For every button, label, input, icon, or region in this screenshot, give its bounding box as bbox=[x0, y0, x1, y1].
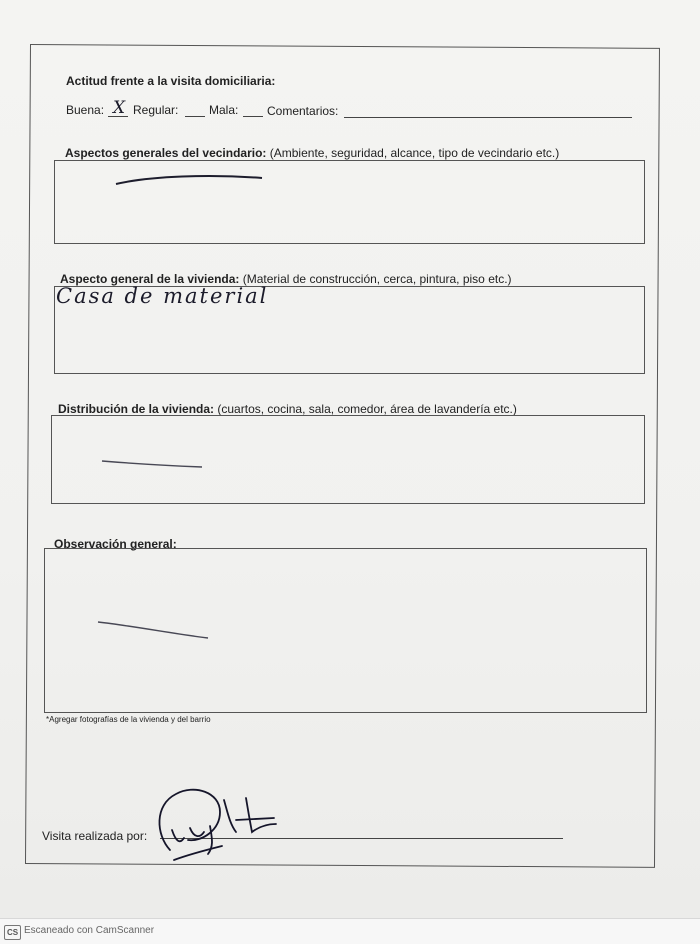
neighborhood-title: Aspectos generales del vecindario: bbox=[65, 146, 267, 160]
attitude-title: Actitud frente a la visita domiciliaria: bbox=[66, 74, 276, 88]
bad-label: Mala: bbox=[209, 103, 239, 117]
photos-note: *Agregar fotografías de la vivienda y del barrio bbox=[46, 715, 211, 724]
housing-handwritten: Casa de material bbox=[56, 284, 269, 308]
good-label: Buena: bbox=[66, 103, 105, 117]
comments-blank bbox=[344, 117, 632, 118]
camscanner-logo-icon: CS bbox=[4, 925, 21, 940]
housing-hint: (Material de construcción, cerca, pintura, piso etc.) bbox=[242, 272, 512, 286]
bad-blank bbox=[243, 116, 263, 117]
regular-label: Regular: bbox=[133, 103, 179, 117]
camscanner-footer bbox=[0, 918, 700, 944]
distribution-hint: (cuartos, cocina, sala, comedor, área de lavandería etc.) bbox=[217, 402, 517, 416]
neighborhood-dash-stroke bbox=[110, 170, 270, 190]
distribution-dash-stroke bbox=[98, 455, 208, 471]
regular-blank bbox=[185, 116, 205, 117]
camscanner-text: Escaneado con CamScanner bbox=[24, 925, 155, 936]
observation-title: Observación general: bbox=[54, 537, 177, 551]
neighborhood-hint: (Ambiente, seguridad, alcance, tipo de vecindario etc.) bbox=[269, 146, 560, 160]
distribution-title: Distribución de la vivienda: bbox=[58, 402, 215, 416]
distribution-header bbox=[58, 402, 517, 416]
neighborhood-header bbox=[65, 146, 559, 160]
visit-label: Visita realizada por: bbox=[42, 829, 148, 843]
comments-label: Comentarios: bbox=[267, 104, 339, 118]
observation-dash-stroke bbox=[94, 616, 214, 640]
signature-handwritten bbox=[150, 780, 285, 865]
housing-title: Aspecto general de la vivienda: bbox=[60, 272, 240, 286]
good-checkmark: X bbox=[113, 98, 126, 118]
